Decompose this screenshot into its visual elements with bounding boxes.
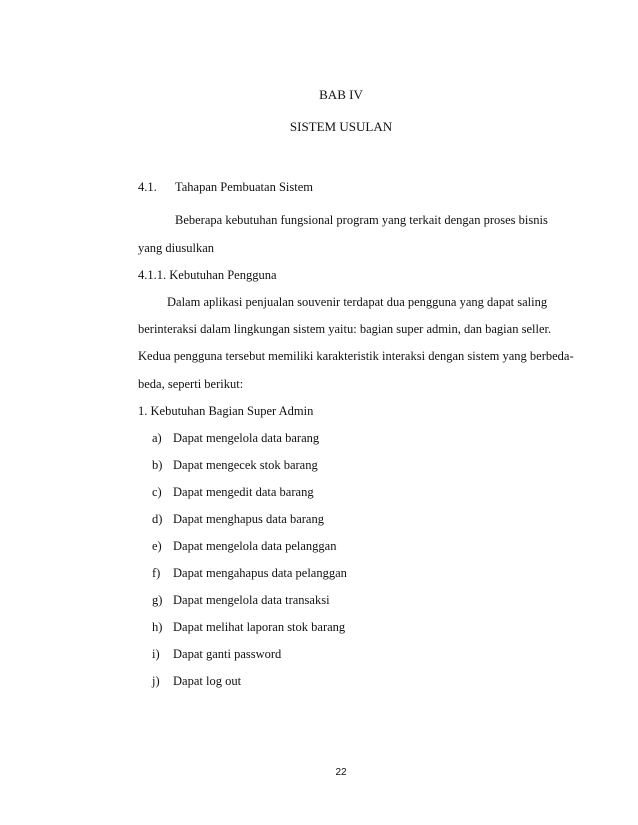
section-paragraph-line-2: yang diusulkan — [138, 241, 215, 255]
list-item-marker: g) — [152, 593, 163, 607]
list-item-marker: j) — [152, 674, 160, 688]
subsection-heading: 4.1.1. Kebutuhan Pengguna — [138, 268, 277, 282]
section-number: 4.1. — [138, 180, 157, 194]
subsection-paragraph-line-2: berinteraksi dalam lingkungan sistem yaitu: bagian super admin, dan bagian seller. — [138, 322, 552, 336]
subsection-paragraph-line-3: Kedua pengguna tersebut memiliki karakteristik interaksi dengan sistem yang berbeda- — [138, 349, 574, 363]
list-item-text: Dapat mengelola data pelanggan — [173, 539, 337, 553]
list-item-marker: a) — [152, 431, 162, 445]
section-paragraph-line-1: Beberapa kebutuhan fungsional program yang terkait dengan proses bisnis — [175, 213, 548, 227]
list-item-marker: e) — [152, 539, 162, 553]
list-item-text: Dapat menghapus data barang — [173, 512, 324, 526]
page-number: 22 — [335, 767, 347, 778]
list-item-text: Dapat log out — [173, 674, 242, 688]
list-item-text: Dapat mengelola data barang — [173, 431, 320, 445]
list-item-text: Dapat ganti password — [173, 647, 282, 661]
list-heading: 1. Kebutuhan Bagian Super Admin — [138, 404, 314, 418]
list-item-text: Dapat mengedit data barang — [173, 485, 314, 499]
section-title: Tahapan Pembuatan Sistem — [175, 180, 313, 194]
list-item-marker: d) — [152, 512, 163, 526]
list-item-marker: i) — [152, 647, 160, 661]
list-item-text: Dapat mengelola data transaksi — [173, 593, 330, 607]
list-item-marker: f) — [152, 566, 161, 580]
list-item-text: Dapat mengahapus data pelanggan — [173, 566, 347, 580]
list-item-marker: h) — [152, 620, 163, 634]
list-item-text: Dapat mengecek stok barang — [173, 458, 318, 472]
chapter-title: BAB IV — [319, 87, 363, 102]
list-item-marker: c) — [152, 485, 162, 499]
list-item-marker: b) — [152, 458, 163, 472]
chapter-subtitle: SISTEM USULAN — [289, 119, 393, 134]
subsection-paragraph-line-1: Dalam aplikasi penjualan souvenir terdapat dua pengguna yang dapat saling — [167, 295, 548, 309]
subsection-paragraph-line-4: beda, seperti berikut: — [138, 377, 244, 391]
list-item-text: Dapat melihat laporan stok barang — [173, 620, 346, 634]
